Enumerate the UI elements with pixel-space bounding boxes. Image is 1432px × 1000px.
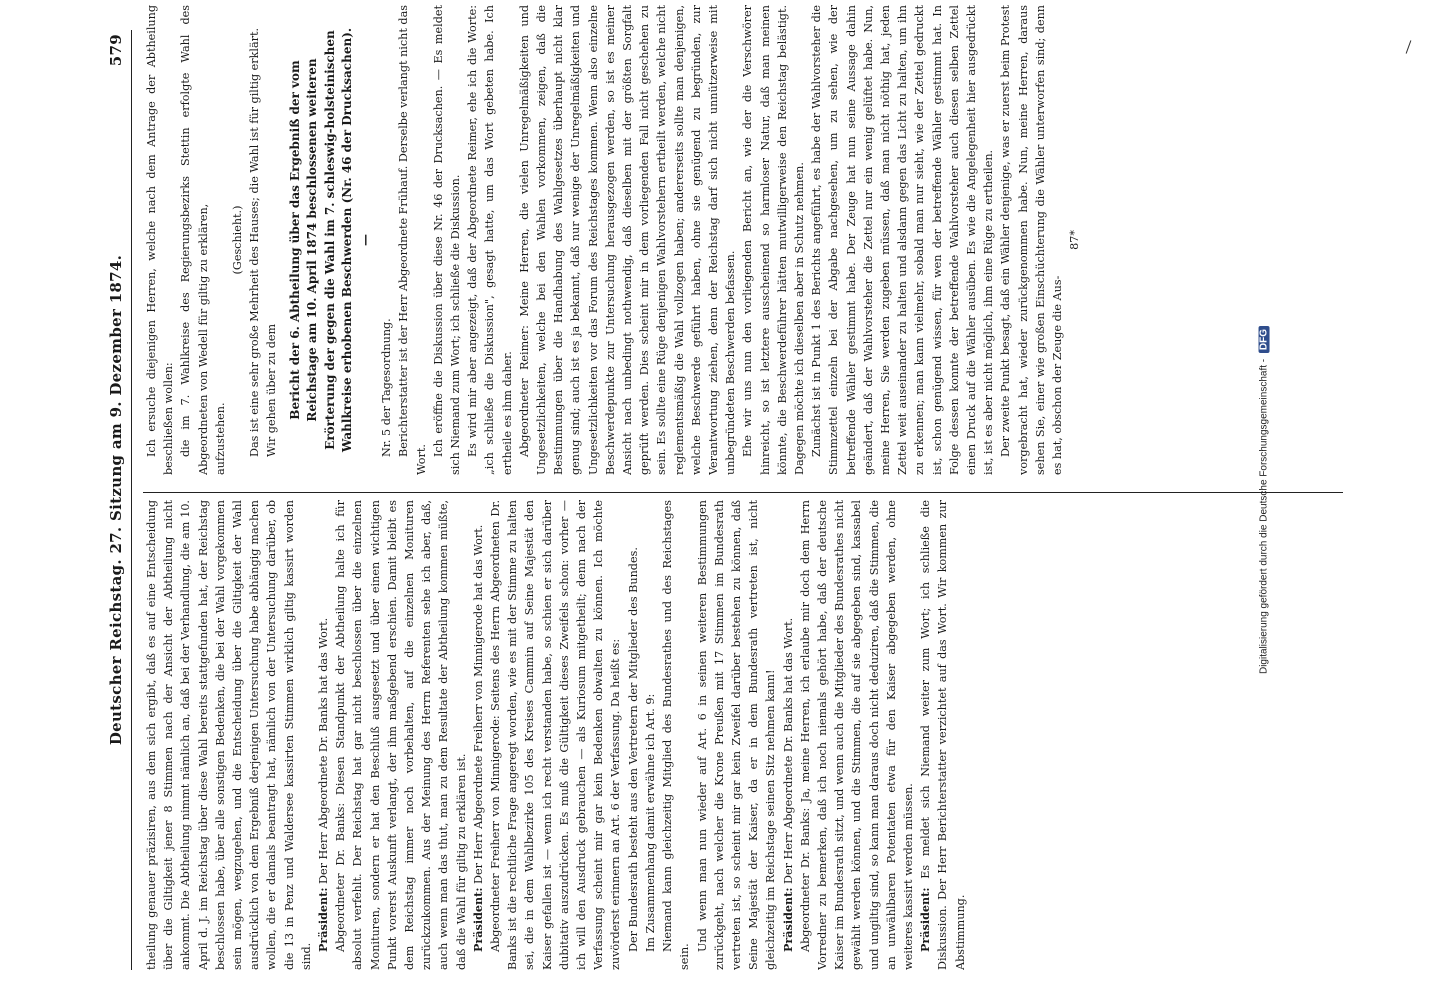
speaker-label: Präsident: [470,887,485,952]
paragraph [487,500,625,970]
paragraph [917,500,969,970]
column-divider [143,492,1343,493]
stage-direction: (Geschieht.) [231,205,245,275]
quotation: die im 7. Wahlkreise des Regierungsbezirks Stettin erfolgte Wahl des Abgeordneten von Wedell für giltig zu erklären, [179,5,210,475]
section-heading: Bericht der 6. Abtheilung über das Ergebniß der vom Reichstage am 10. April 1874 beschlossenen weiteren Erörterung der gegen die Wahl im 7. schleswig-holsteinischen Wahlkreise erhobenen Beschwerden (Nr. 46 der Drucksachen). — [287,27,372,453]
paragraph: Wir gehen über zu dem [265,323,279,457]
speaker-label: Präsident: [918,887,933,952]
paragraph: Zunächst ist in Punkt 1 des Berichts angeführt, es habe der Wahlvorsteher die Stimmzettel einzeln bei der Abgabe nachgesehen, um zu sehen, wie der betreffende Wähler gestimmt habe. Der Zeuge hat nun seine Aussage dahin geändert, daß der Wahlvorsteher die Zettel nur ein wenig gelüftet habe. Nun, meine Herren, Sie werden zugeben müssen, daß man nicht nöthig hat, jeden Zettel weit auseinander zu halten und alsdann gegen das Licht zu halten, um ihn zu erkennen; man kann vielmehr, sobald man nur sieht, wie der Zettel gedruckt ist, schon genügend wissen, für wen der betreffende Wähler gestimmt hat. In Folge dessen konnte der betreffende Wahlvorsteher auch diesen selben Zettel einen Druck auf die Wähler ausüben. Es wie die Angelegenheit hier ausgedrückt ist, ist es aber nicht möglich, ihm eine Rüge zu ertheilen. [810,5,996,475]
speech-text: Der Herr Abgeordnete Dr. Banks hat das Wort. [781,617,795,884]
header-title: Deutscher Reichstag. 27. Sitzung am 9. Dezember 1874. [107,254,125,746]
speaker-label: Abgeordneter Dr. Banks: [798,807,812,952]
digitization-credit [1258,326,1269,674]
page-header [107,30,132,970]
scan-mark [1406,40,1412,53]
quotation: Niemand kann gleichzeitig Mitglied des Bundesrathes und des Reichstages sein. [661,500,692,970]
paragraph: Im Zusammenhang damit erwähne ich Art. 9: [643,693,657,952]
speech-text: Ja, meine Herren, ich erlaube mir doch dem Herrn Vorredner zu bemerken, daß ich noch niemals gehört habe, daß der deutsche Kaiser im Bundesrath sitzt, und wenn auch die Mitglieder des Bundesrathes nicht gewählt werden können, und die Stimmen, die auf sie abgegeben sind, kassabel und ungiltig sind, so kann man daraus doch nicht deduziren, daß die Stimmen, die an unwählbaren Potentaten etwa für den Kaiser abgegeben werden, ohne weiteres kassirt werden müssen. [798,500,915,970]
paragraph [780,500,797,970]
speech-text: Der Herr Abgeordnete Freiherr von Minnigerode hat das Wort. [471,524,485,884]
right-column [143,5,1343,475]
paragraph: theilung genauer präzisiren, aus dem sich ergibt, daß es auf eine Entscheidung über die Giltigkeit jener 8 Stimmen nach der Ansicht der Abtheilung nicht ankommt. Die Abtheilung nimmt nämlich an, daß bei der Verhandlung, die am 10. April d. J. im Reichstag über diese Wahl bereits stattgefunden hat, der Reichstag beschlossen habe, über alle sonstigen Bedenken, die bei der Wahl vorgekommen sein mögen, wegzugehen, und die Entscheidung über die Giltigkeit der Wahl ausdrücklich von dem Ergebniß derjenigen Untersuchung habe abhängig machen wollen, die er damals beantragt hat, nämlich von der Untersuchung darüber, ob die 13 in Penz und Waldersee kassirten Stimmen wirklich giltig kassirt worden sind. [145,500,313,970]
speech-text: Der Herr Abgeordnete Dr. Banks hat das Wort. [317,617,331,884]
speaker-label: Abgeordneter Dr. Banks: [334,802,348,952]
paragraph: Ich eröffne die Diskussion über diese Nr. 46 der Drucksachen. — Es meldet sich Niemand zum Wort; ich schließe die Diskussion. [431,5,462,475]
paragraph: aufzustehen. [213,402,227,475]
paragraph [470,500,487,970]
paragraph: Ehe wir uns nun den vorliegenden Bericht an, wie der die Verschwörer hinreicht, so ist letztere ausscheinend so harmloser Natur, daß man meinen könnte, die Beschwerdeführer hätten mutwilligerweise den Reichstag belästigt. Dagegen möchte ich dieselben aber in Schutz nehmen. [741,5,806,475]
speech-text: Meine Herren, die vielen Unregelmäßigkeiten und Ungesetzlichkeiten, welche bei den Wahlen vorkommen, zeigen, daß die Bestimmungen über die Handhabung des Wahlgesetzes überhaupt nicht klar genug sind; auch ist es ja bekannt, daß nur wenige der Unregelmäßigkeiten und Ungesetzlichkeiten vor das Forum des Reichstages kommen. Wenn also einzelne Beschwerdepunkte zur Untersuchung herausgezogen werden, so ist es meiner Ansicht nach unbedingt nothwendig, daß dieselben mit der größten Sorgfalt geprüft werden. Dies scheint mir in dem vorliegenden Fall nicht geschehen zu sein. Es sollte eine Rüge denjenigen Wahlvorstehern ertheilt werden, welche nicht reglementsmäßig die Wahl vollzogen haben; andererseits sollte man denjenigen, welche Beschwerde geführt haben, ohne sie genügend zu begründen, zur Verantwortung ziehen, denn der Reichstag darf sich nicht unnützerweise mit unbegründeten Beschwerden befassen. [517,5,738,475]
left-column [143,500,1343,970]
paragraph: Nr. 5 der Tagesordnung. [380,318,394,457]
paragraph [797,500,917,970]
speaker-label: Abgeordneter Freiherr von Minnigerode: [489,715,503,952]
speaker-label: Präsident: [316,887,331,952]
paragraph: Es wird mir aber angezeigt, daß der Abgeordnete Reimer, ehe ich die Worte: „ich schließe die Diskussion", gesagt hatte, um das Wort gebeten habe. Ich ertheile es ihm daher. [466,5,514,475]
rotated-page [71,5,1361,990]
credit-text: Digitalisierung gefördert durch die Deutsche Forschungsgemeinschaft - [1258,358,1270,675]
paragraph [315,500,332,970]
speech-text: Diesen Standpunkt der Abtheilung halte ich für absolut verfehlt. Der Reichstag hat gar nicht beschlossen über die einzelnen Monituren, sondern er hat den Beschluß ausgesetzt und über einen wichtigen Punkt vorerst Auskunft verlangt, der ihm maßgebend erschien. Damit bleibt es dem Reichstag immer noch vorbehalten, auf die einzelnen Monituren zurückzukommen. Aus der Meinung des Herrn Referenten sehe ich aber, daß, auch wenn man das thut, man zu dem Resultate der Abtheilung kommen müßte, daß die Wahl für giltig zu erklären ist. [334,500,468,970]
speech-text: Es meldet sich Niemand weiter zum Wort; ich schließe die Diskussion. Der Herr Berichterstatter verzichtet auf das Wort. Wir kommen zur Abstimmung. [919,500,967,970]
paragraph: Das ist eine sehr große Mehrheit des Hauses; die Wahl ist für giltig erklärt. [248,27,262,457]
dfg-logo[interactable]: DFG [1258,326,1269,353]
paragraph: Ich ersuche diejenigen Herren, welche nach dem Antrage der Abtheilung beschließen wollen: [145,5,176,475]
paragraph: Der zweite Punkt besagt, daß ein Wähler denjenige, was er zuerst beim Protest vorgebracht hat, wieder zurückgenommen habe. Nun, meine Herren, daraus sehen Sie, einer wie großen Einschüchterung die Wähler unterworfen sind; denn es hat, obschon der Zeuge die Aus- [999,5,1065,475]
quotation: Der Bundesrath besteht aus den Vertretern der Mitglieder des Bundes. [626,547,640,952]
footer-mark: 87* [1068,230,1082,250]
speaker-label: Abgeordneter Reimer: [517,325,531,457]
page-number: 579 [107,34,125,67]
paragraph: Berichterstatter ist der Herr Abgeordnete Frühauf. Derselbe verlangt nicht das Wort. [397,5,428,475]
paragraph [332,500,470,970]
paragraph [516,5,740,475]
speech-text: Seitens des Herrn Abgeordneten Dr. Banks ist die rechtliche Frage angeregt worden, wie es mit der Stimme zu halten sei, die in dem Wahlbezirke 105 des Kreises Cammin auf Seine Majestät den Kaiser gefallen ist — wenn ich recht verstanden habe, so schien er sich darüber dubitativ auszudrücken. Es muß die Gültigkeit dieses Zweifels schon: vorher — ich will den Ausdruck gebrauchen — als Kuriosum mitgetheilt; denn nach der Verfassung scheint mir gar kein Bedenken obwalten zu können. Ich möchte zuvörderst erinnern an Art. 6 der Verfassung. Da heißt es: [489,500,623,970]
speaker-label: Präsident: [780,887,795,952]
paragraph: Und wenn man nun wieder auf Art. 6 in seinen weiteren Bestimmungen zurückgeht, nach welcher die Krone Preußen mit 17 Stimmen im Bundesrath vertreten ist, so scheint mir gar kein Zweifel darüber bestehen zu können, daß Seine Majestät der Kaiser, da er in dem Bundesrath vertreten ist, nicht gleichzeitig im Reichstage seinen Sitz nehmen kann! [695,500,778,970]
